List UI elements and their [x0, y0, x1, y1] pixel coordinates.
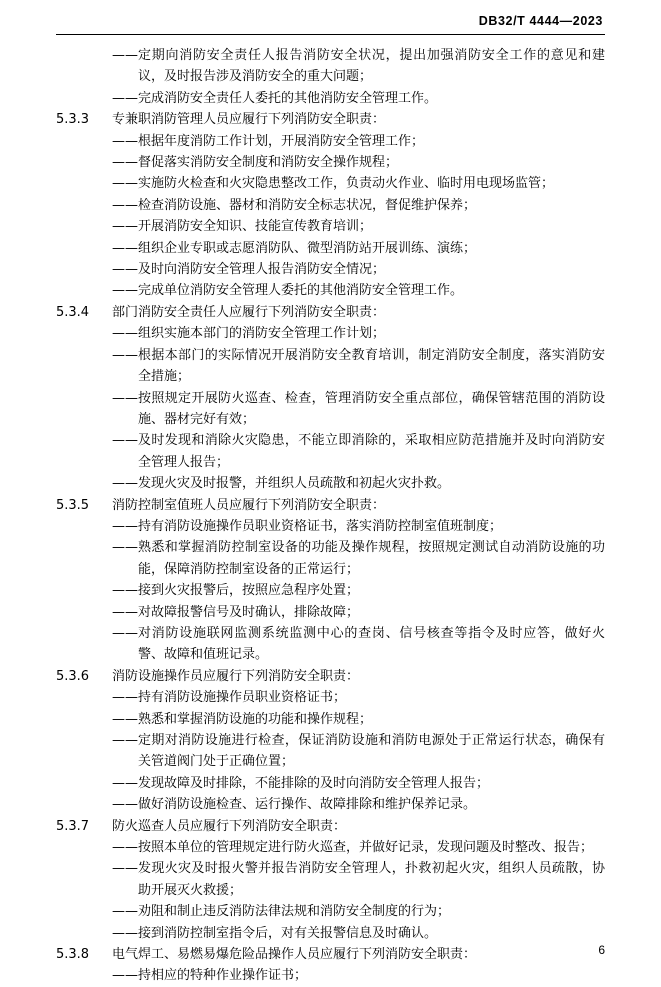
list-item: [56, 580, 605, 601]
list-item-text: 根据年度消防工作计划，开展消防安全管理工作；: [138, 133, 425, 149]
list-item: [56, 537, 605, 580]
clause-number: 5.3.4: [56, 304, 90, 320]
clause-heading: [56, 944, 605, 965]
em-dash-marker: ——: [112, 797, 138, 813]
list-item-text: 接到消防控制室指令后，对有关报警信息及时确认。: [138, 925, 438, 941]
list-item-text: 开展消防安全知识、技能宣传教育培训；: [138, 219, 373, 235]
list-item-text: 发现火灾及时报警，并组织人员疏散和初起火灾扑救。: [138, 476, 451, 492]
em-dash-marker: ——: [112, 219, 138, 235]
em-dash-marker: ——: [112, 240, 138, 256]
list-item: [56, 195, 605, 216]
em-dash-marker: ——: [112, 733, 138, 748]
em-dash-marker: ——: [112, 326, 138, 342]
list-item: [56, 131, 605, 152]
list-item-text: 及时发现和消除火灾隐患，不能立即消除的，采取相应防范措施并及时向消防安全管理人报告；: [138, 433, 605, 470]
em-dash-marker: ——: [112, 476, 138, 492]
list-item: [56, 901, 605, 922]
clause-heading: [56, 666, 605, 687]
list-item-text: 对故障报警信号及时确认，排除故障；: [138, 604, 360, 620]
list-item-text: 接到火灾报警后，按照应急程序处置；: [138, 583, 360, 599]
clause-text: 专兼职消防管理人员应履行下列消防安全职责：: [112, 112, 386, 128]
clause-number: 5.3.7: [56, 818, 90, 834]
list-item-text: 实施防火检查和火灾隐患整改工作，负责动火作业、临时用电现场监管；: [138, 176, 555, 192]
list-item: [56, 323, 605, 344]
list-item-text: 按照规定开展防火巡查、检查，管理消防安全重点部位，确保管辖范围的消防设施、器材完好有效；: [138, 390, 605, 427]
clause-number: 5.3.5: [56, 497, 90, 513]
em-dash-marker: ——: [112, 518, 138, 534]
list-item-text: 定期向消防安全责任人报告消防安全状况，提出加强消防安全工作的意见和建议，及时报告涉及消防安全的重大问题；: [138, 48, 605, 85]
em-dash-marker: ——: [112, 155, 138, 171]
list-item-text: 劝阻和制止违反消防法律法规和消防安全制度的行为；: [138, 904, 451, 920]
list-item: [56, 687, 605, 708]
list-item-text: 根据本部门的实际情况开展消防安全教育培训，制定消防安全制度，落实消防安全措施；: [138, 347, 605, 385]
em-dash-marker: ——: [112, 775, 138, 791]
list-item: [56, 259, 605, 280]
list-item: [56, 516, 605, 537]
em-dash-marker: ——: [112, 133, 138, 149]
em-dash-marker: ——: [112, 604, 138, 620]
list-item-text: 组织企业专职或志愿消防队、微型消防站开展训练、演练；: [138, 240, 477, 256]
em-dash-marker: ——: [112, 968, 138, 984]
clause-number: 5.3.6: [56, 668, 90, 684]
list-item-text: 持有消防设施操作员职业资格证书；: [138, 690, 347, 706]
em-dash-marker: ——: [112, 904, 138, 920]
list-item-text: 组织实施本部门的消防安全管理工作计划；: [138, 326, 386, 342]
clause-text: 消防控制室值班人员应履行下列消防安全职责：: [112, 497, 386, 513]
list-item: [56, 152, 605, 173]
page-number: 6: [598, 943, 605, 957]
list-item: [56, 837, 605, 858]
header-divider: [56, 34, 605, 35]
list-item-text: 做好消防设施检查、运行操作、故障排除和维护保养记录。: [138, 797, 477, 813]
list-item: [56, 388, 605, 431]
list-item: [56, 173, 605, 194]
list-item: [56, 965, 605, 986]
em-dash-marker: ——: [112, 197, 138, 213]
list-item: [56, 709, 605, 730]
list-item: [56, 923, 605, 944]
list-item: [56, 45, 605, 88]
list-item: [56, 858, 605, 901]
document-body: [56, 45, 605, 987]
list-item: [56, 216, 605, 237]
em-dash-marker: ——: [112, 433, 138, 449]
list-item-text: 督促落实消防安全制度和消防安全操作规程；: [138, 155, 399, 171]
em-dash-marker: ——: [112, 583, 138, 599]
em-dash-marker: ——: [112, 625, 138, 641]
em-dash-marker: ——: [112, 347, 138, 363]
list-item: [56, 238, 605, 259]
em-dash-marker: ——: [112, 283, 138, 299]
em-dash-marker: ——: [112, 925, 138, 941]
em-dash-marker: ——: [112, 540, 138, 556]
clause-text: 消防设施操作员应履行下列消防安全职责：: [112, 668, 360, 684]
list-item-text: 定期对消防设施进行检查，保证消防设施和消防电源处于正常运行状态，确保有关管道阀门处于正确位置；: [138, 733, 605, 770]
list-item-text: 按照本单位的管理规定进行防火巡查，并做好记录，发现问题及时整改、报告；: [138, 840, 594, 856]
clause-heading: [56, 302, 605, 323]
list-item: [56, 473, 605, 494]
list-item-text: 熟悉和掌握消防设施的功能和操作规程；: [138, 711, 373, 727]
clause-text: 电气焊工、易燃易爆危险品操作人员应履行下列消防安全职责：: [112, 947, 477, 963]
list-item: [56, 623, 605, 666]
standard-id: DB32/T 4444—2023: [478, 14, 603, 28]
list-item-text: 对消防设施联网监测系统监测中心的查岗、信号核查等指令及时应答，做好火警、故障和值班记录。: [138, 625, 605, 663]
list-item: [56, 730, 605, 773]
list-item-text: 发现火灾及时报火警并报告消防安全管理人，扑救初起火灾，组织人员疏散，协助开展灭火救援；: [138, 861, 605, 898]
list-item-text: 完成单位消防安全管理人委托的其他消防安全管理工作。: [138, 283, 464, 299]
em-dash-marker: ——: [112, 262, 138, 278]
em-dash-marker: ——: [112, 711, 138, 727]
em-dash-marker: ——: [112, 840, 138, 856]
list-item-text: 持有消防设施操作员职业资格证书，落实消防控制室值班制度；: [138, 518, 503, 534]
list-item: [56, 602, 605, 623]
list-item: [56, 345, 605, 388]
list-item: [56, 794, 605, 815]
em-dash-marker: ——: [112, 48, 138, 63]
clause-heading: [56, 816, 605, 837]
clause-text: 部门消防安全责任人应履行下列消防安全职责：: [112, 304, 386, 320]
list-item-text: 检查消防设施、器材和消防安全标志状况，督促维护保养；: [138, 197, 477, 213]
list-item-text: 完成消防安全责任人委托的其他消防安全管理工作。: [138, 90, 438, 106]
em-dash-marker: ——: [112, 690, 138, 706]
em-dash-marker: ——: [112, 176, 138, 192]
list-item: [56, 430, 605, 473]
clause-heading: [56, 495, 605, 516]
list-item-text: 持相应的特种作业操作证书；: [138, 968, 308, 984]
list-item-text: 发现故障及时排除，不能排除的及时向消防安全管理人报告；: [138, 775, 490, 791]
list-item: [56, 773, 605, 794]
page-header: [56, 0, 605, 28]
clause-heading: [56, 109, 605, 130]
list-item: [56, 280, 605, 301]
em-dash-marker: ——: [112, 90, 138, 106]
clause-number: 5.3.3: [56, 112, 90, 128]
em-dash-marker: ——: [112, 390, 138, 406]
list-item-text: 及时向消防安全管理人报告消防安全情况；: [138, 262, 386, 278]
em-dash-marker: ——: [112, 861, 138, 877]
list-item-text: 熟悉和掌握消防控制室设备的功能及操作规程，按照规定测试自动消防设施的功能，保障消防控制室设备的正常运行；: [138, 540, 605, 577]
list-item: [56, 88, 605, 109]
clause-text: 防火巡查人员应履行下列消防安全职责：: [112, 818, 347, 834]
clause-number: 5.3.8: [56, 947, 90, 963]
